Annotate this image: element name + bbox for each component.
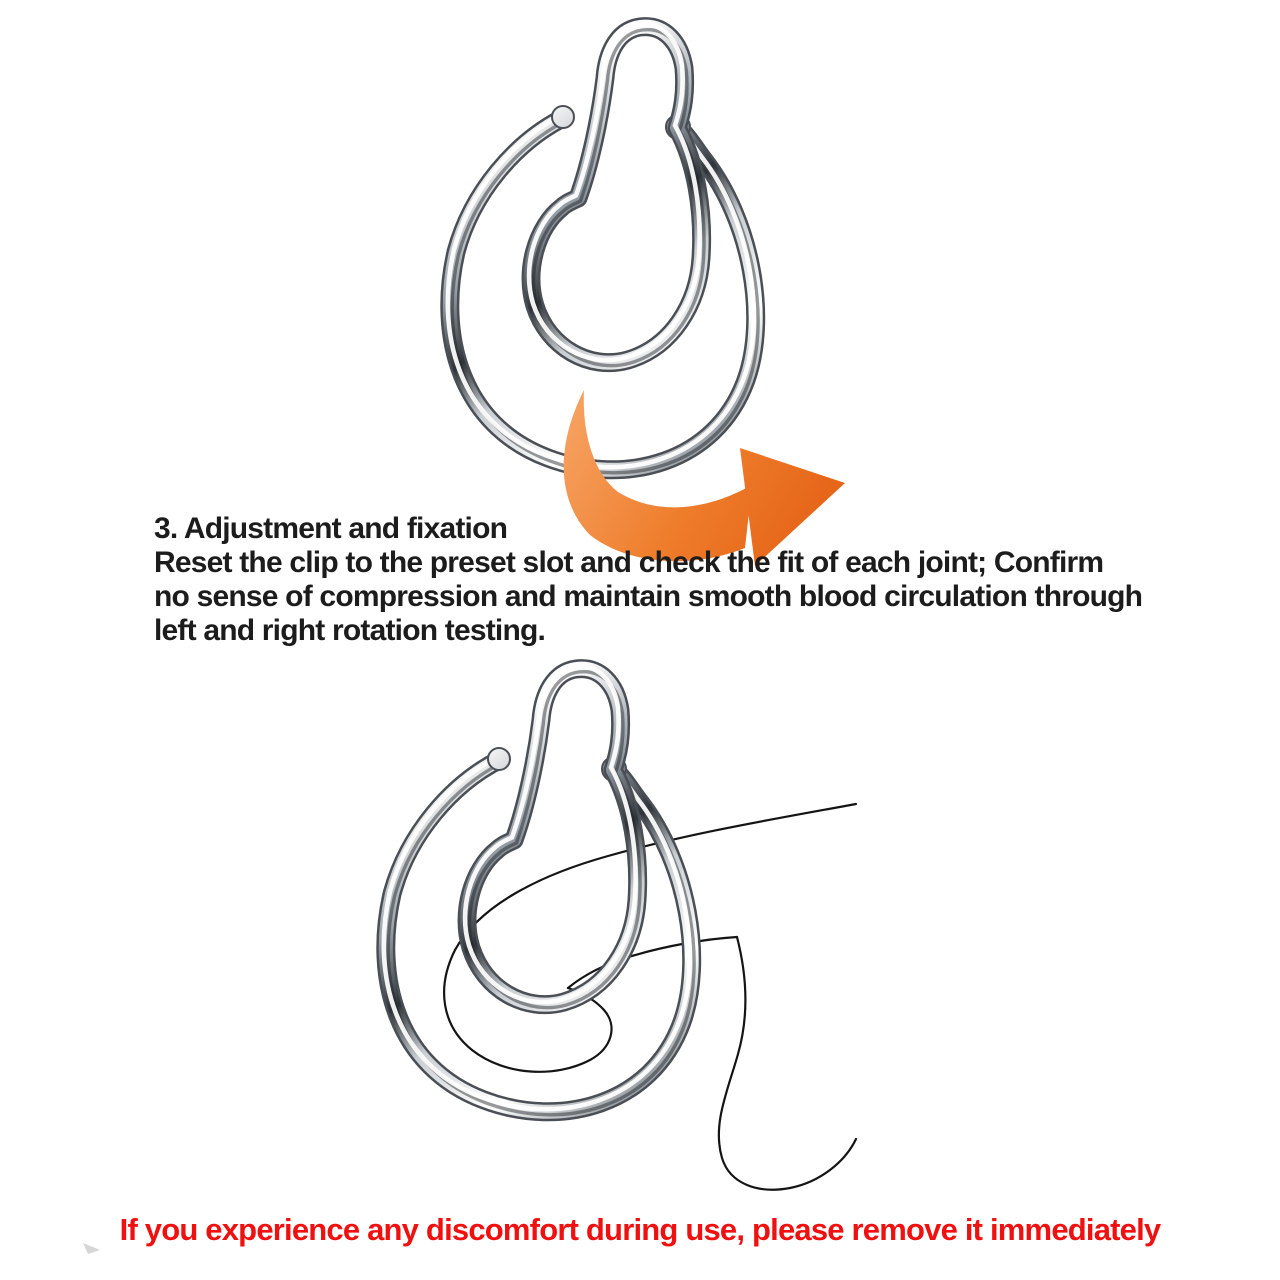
steel-clip-wearing-figure (384, 666, 856, 1190)
instruction-block (154, 512, 1142, 648)
steel-clip-photo-top (448, 24, 758, 473)
steel-clip-ring (384, 666, 694, 1115)
steel-clip-ring (448, 24, 758, 473)
warning-text: If you experience any discomfort during use, please remove it immediately (119, 1212, 1161, 1247)
instruction-line-1: Reset the clip to the preset slot and check the fit of each joint; Confirm (154, 546, 1104, 579)
step-title: 3. Adjustment and fixation (154, 512, 508, 545)
instruction-line-3: left and right rotation testing. (154, 614, 546, 647)
instruction-line-2: no sense of compression and maintain smooth blood circulation through (154, 580, 1143, 613)
body-outline-lower-curve (719, 937, 856, 1190)
